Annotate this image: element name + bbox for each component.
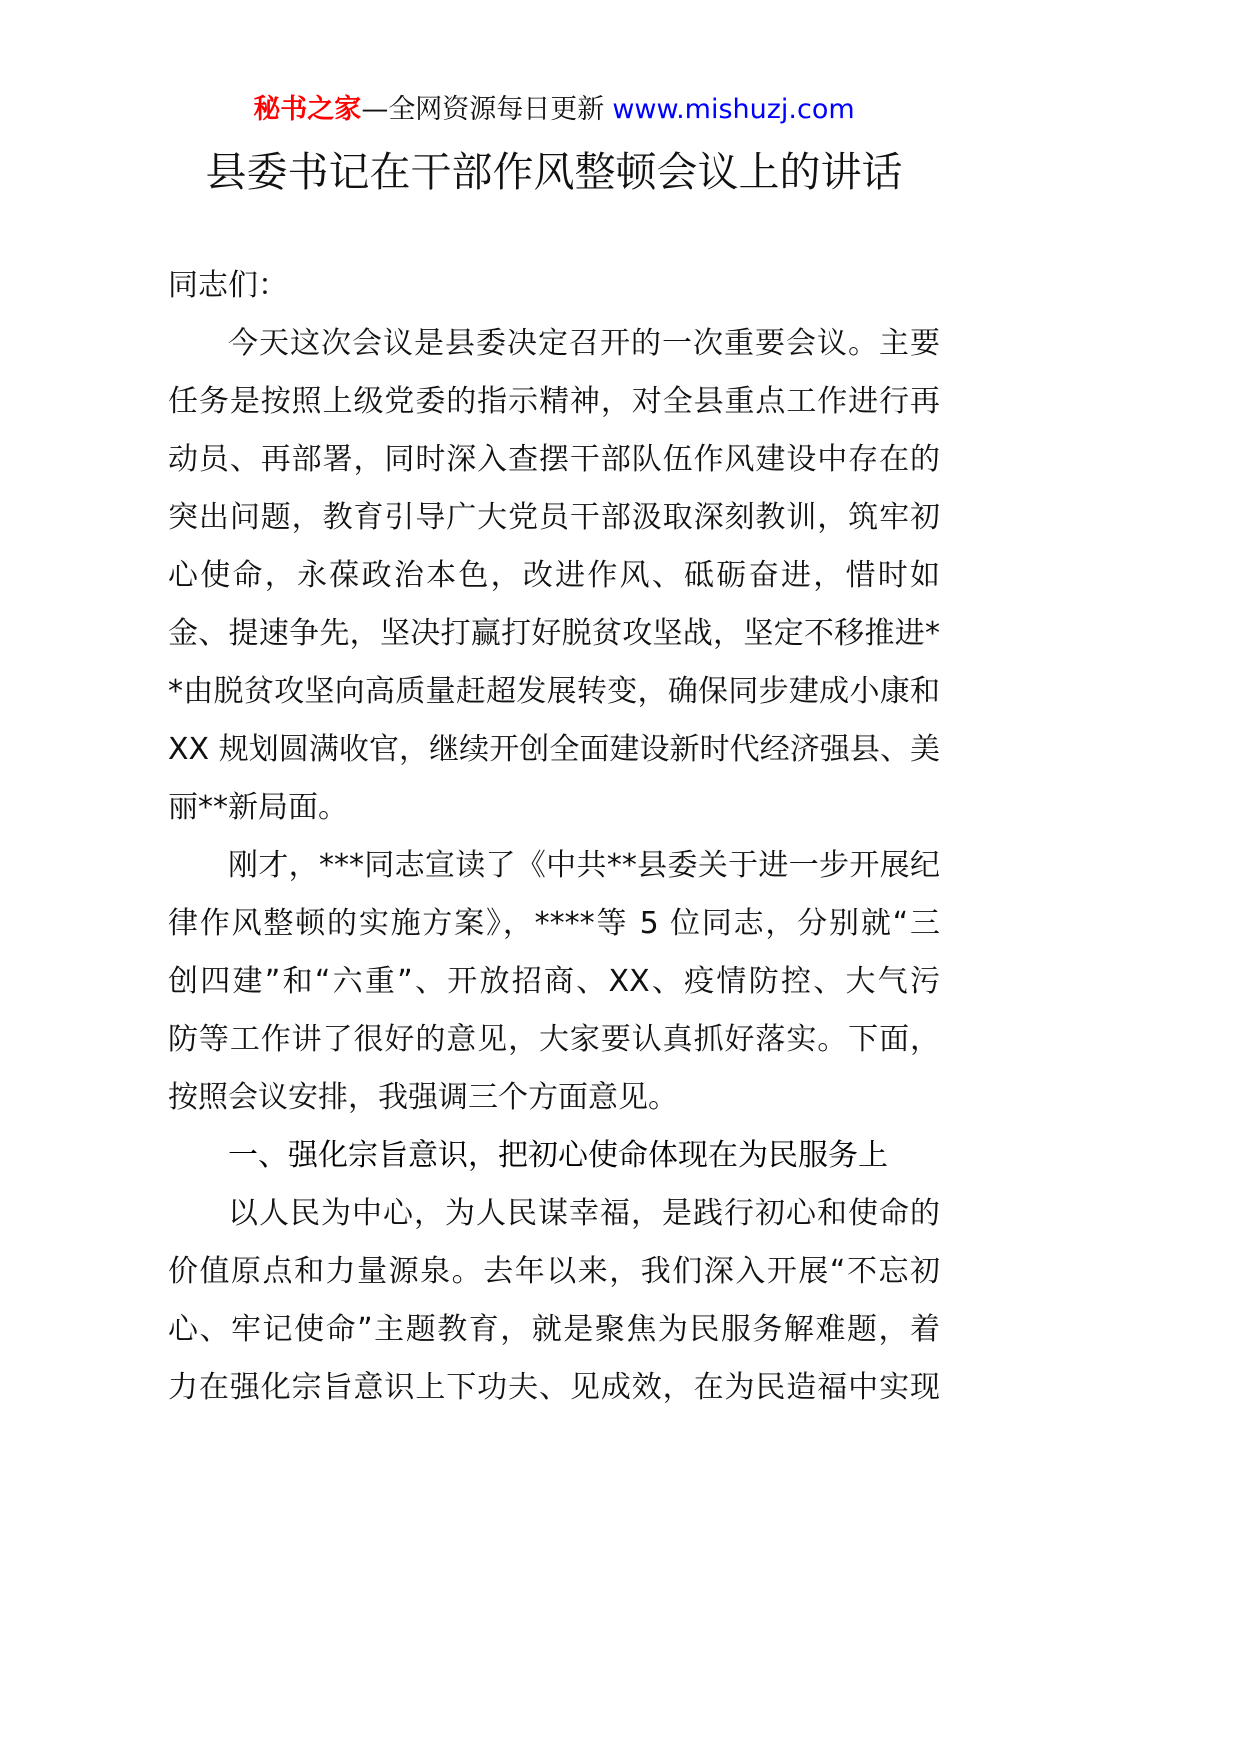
paragraph-line: 心使命，永葆政治本色，改进作风、砥砺奋进，惜时如 [168,558,940,593]
paragraph-line: 按照会议安排，我强调三个方面意见。 [168,1080,678,1115]
document-content [168,90,940,1417]
paragraph-line: 丽**新局面。 [168,790,348,825]
paragraph-line: 力在强化宗旨意识上下功夫、见成效，在为民造福中实现 [168,1370,940,1405]
paragraph-line: 刚才，***同志宣读了《中共**县委关于进一步开展纪 [228,848,940,883]
paragraph-line: XX 规划圆满收官，继续开创全面建设新时代经济强县、美 [168,732,940,767]
paragraph-2 [168,837,940,1127]
paragraph-line: 突出问题，教育引导广大党员干部汲取深刻教训，筑牢初 [168,500,940,535]
paragraph-line: 任务是按照上级党委的指示精神，对全县重点工作进行再 [168,384,940,419]
paragraph-line: 心、牢记使命”主题教育，就是聚焦为民服务解难题，着 [168,1312,940,1347]
paragraph-line: 今天这次会议是县委决定召开的一次重要会议。主要 [228,326,940,361]
paragraph-line: 价值原点和力量源泉。去年以来，我们深入开展“不忘初 [168,1254,940,1289]
paragraph-3 [168,1185,940,1417]
paragraph-1 [168,315,940,837]
document-title: 县委书记在干部作风整顿会议上的讲话 [205,148,903,196]
paragraph-line: 防等工作讲了很好的意见，大家要认真抓好落实。下面， [168,1022,940,1057]
site-banner [168,90,940,130]
paragraph-line: 创四建”和“六重”、开放招商、XX、疫情防控、大气污 [168,964,940,999]
section-heading: 一、强化宗旨意识，把初心使命体现在为民服务上 [228,1138,888,1173]
paragraph-line: 动员、再部署，同时深入查摆干部队伍作风建设中存在的 [168,442,940,477]
paragraph-line: *由脱贫攻坚向高质量赶超发展转变，确保同步建成小康和 [168,674,940,709]
paragraph-line: 以人民为中心，为人民谋幸福，是践行初心和使命的 [228,1196,940,1231]
salutation: 同志们： [168,268,288,303]
site-url: www.mishuzj.com [612,94,855,125]
site-tagline: —全网资源每日更新 [361,94,605,125]
site-brand: 秘书之家 [253,94,362,125]
paragraph-line: 律作风整顿的实施方案》，****等 5 位同志，分别就“三 [168,906,940,941]
paragraph-line: 金、提速争先，坚决打赢打好脱贫攻坚战，坚定不移推进* [168,616,940,651]
